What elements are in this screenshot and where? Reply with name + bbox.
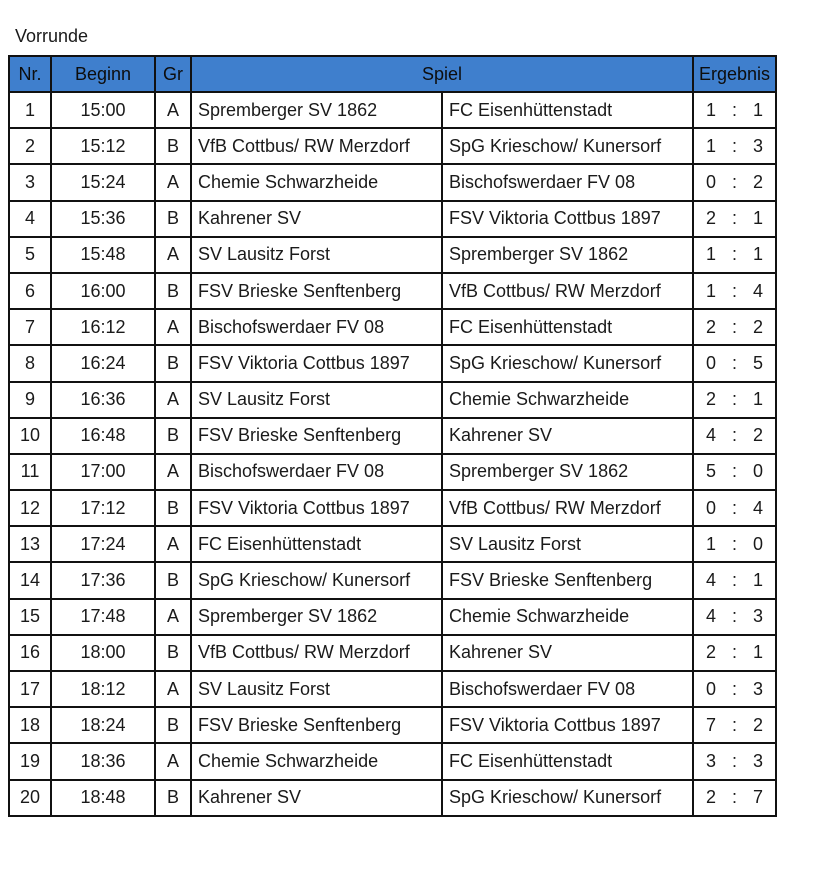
match-result — [693, 454, 776, 490]
score-separator: : — [731, 316, 737, 337]
score-separator: : — [731, 171, 737, 192]
home-goals: 1 — [706, 135, 717, 156]
away-goals: 3 — [752, 135, 763, 156]
match-time: 16:12 — [51, 309, 155, 345]
away-goals: 4 — [752, 280, 763, 301]
match-number: 3 — [9, 164, 51, 200]
table-header-row — [9, 56, 776, 92]
match-time: 18:00 — [51, 635, 155, 671]
match-number: 5 — [9, 237, 51, 273]
match-group: A — [155, 382, 191, 418]
match-number: 11 — [9, 454, 51, 490]
match-result — [693, 273, 776, 309]
home-goals: 4 — [706, 425, 717, 446]
table-row — [9, 635, 776, 671]
home-team: SV Lausitz Forst — [191, 671, 442, 707]
match-time: 15:48 — [51, 237, 155, 273]
table-row — [9, 237, 776, 273]
score-separator: : — [731, 425, 737, 446]
away-goals: 2 — [752, 171, 763, 192]
away-goals: 1 — [752, 244, 763, 265]
match-number: 15 — [9, 599, 51, 635]
home-goals: 2 — [706, 787, 717, 808]
home-goals: 0 — [706, 497, 717, 518]
match-group: B — [155, 635, 191, 671]
home-team: Bischofswerdaer FV 08 — [191, 454, 442, 490]
home-goals: 2 — [706, 316, 717, 337]
score-separator: : — [731, 280, 737, 301]
match-time: 16:36 — [51, 382, 155, 418]
away-goals: 3 — [752, 678, 763, 699]
match-result — [693, 345, 776, 381]
match-time: 17:00 — [51, 454, 155, 490]
away-goals: 3 — [752, 606, 763, 627]
match-time: 16:00 — [51, 273, 155, 309]
match-number: 17 — [9, 671, 51, 707]
match-result — [693, 201, 776, 237]
match-group: A — [155, 599, 191, 635]
away-goals: 0 — [752, 533, 763, 554]
column-header-begin: Beginn — [51, 56, 155, 92]
home-team: Kahrener SV — [191, 780, 442, 816]
match-result — [693, 707, 776, 743]
table-row — [9, 490, 776, 526]
score-separator: : — [731, 678, 737, 699]
match-number: 10 — [9, 418, 51, 454]
match-number: 6 — [9, 273, 51, 309]
match-group: A — [155, 743, 191, 779]
home-team: VfB Cottbus/ RW Merzdorf — [191, 635, 442, 671]
score-separator: : — [731, 497, 737, 518]
match-result — [693, 237, 776, 273]
home-goals: 1 — [706, 280, 717, 301]
away-team: Bischofswerdaer FV 08 — [442, 164, 693, 200]
away-team: SpG Krieschow/ Kunersorf — [442, 128, 693, 164]
match-number: 18 — [9, 707, 51, 743]
match-result — [693, 562, 776, 598]
match-result — [693, 635, 776, 671]
away-goals: 1 — [752, 570, 763, 591]
score-separator: : — [731, 533, 737, 554]
home-goals: 1 — [706, 533, 717, 554]
away-team: Kahrener SV — [442, 418, 693, 454]
away-team: FC Eisenhüttenstadt — [442, 92, 693, 128]
home-goals: 4 — [706, 606, 717, 627]
table-row — [9, 382, 776, 418]
home-goals: 1 — [706, 244, 717, 265]
match-number: 13 — [9, 526, 51, 562]
match-result — [693, 490, 776, 526]
match-result — [693, 128, 776, 164]
home-team: Kahrener SV — [191, 201, 442, 237]
table-row — [9, 128, 776, 164]
home-goals: 2 — [706, 208, 717, 229]
home-team: FSV Brieske Senftenberg — [191, 418, 442, 454]
table-row — [9, 707, 776, 743]
table-row — [9, 743, 776, 779]
match-time: 17:48 — [51, 599, 155, 635]
match-result — [693, 743, 776, 779]
match-time: 15:00 — [51, 92, 155, 128]
home-team: Spremberger SV 1862 — [191, 92, 442, 128]
match-number: 14 — [9, 562, 51, 598]
match-time: 18:24 — [51, 707, 155, 743]
match-number: 1 — [9, 92, 51, 128]
away-goals: 4 — [752, 497, 763, 518]
match-result — [693, 671, 776, 707]
home-goals: 3 — [706, 750, 717, 771]
match-group: A — [155, 164, 191, 200]
match-number: 12 — [9, 490, 51, 526]
match-result — [693, 780, 776, 816]
home-team: FSV Viktoria Cottbus 1897 — [191, 490, 442, 526]
home-goals: 2 — [706, 389, 717, 410]
away-goals: 2 — [752, 425, 763, 446]
score-separator: : — [731, 461, 737, 482]
table-row — [9, 273, 776, 309]
home-team: Chemie Schwarzheide — [191, 743, 442, 779]
match-time: 16:48 — [51, 418, 155, 454]
table-row — [9, 454, 776, 490]
away-team: VfB Cottbus/ RW Merzdorf — [442, 490, 693, 526]
table-row — [9, 671, 776, 707]
away-team: SpG Krieschow/ Kunersorf — [442, 345, 693, 381]
away-goals: 3 — [752, 750, 763, 771]
table-row — [9, 562, 776, 598]
match-group: A — [155, 237, 191, 273]
match-time: 18:36 — [51, 743, 155, 779]
home-team: SV Lausitz Forst — [191, 237, 442, 273]
section-title: Vorrunde — [15, 26, 89, 46]
table-row — [9, 599, 776, 635]
away-team: Kahrener SV — [442, 635, 693, 671]
table-row — [9, 201, 776, 237]
score-separator: : — [731, 135, 737, 156]
match-group: A — [155, 526, 191, 562]
match-group: B — [155, 273, 191, 309]
away-team: FSV Brieske Senftenberg — [442, 562, 693, 598]
home-goals: 2 — [706, 642, 717, 663]
match-number: 8 — [9, 345, 51, 381]
match-result — [693, 526, 776, 562]
match-group: A — [155, 671, 191, 707]
table-row — [9, 780, 776, 816]
score-separator: : — [731, 750, 737, 771]
away-team: Bischofswerdaer FV 08 — [442, 671, 693, 707]
match-number: 20 — [9, 780, 51, 816]
home-goals: 7 — [706, 714, 717, 735]
away-team: Chemie Schwarzheide — [442, 382, 693, 418]
home-team: FSV Brieske Senftenberg — [191, 707, 442, 743]
away-goals: 1 — [752, 208, 763, 229]
match-result — [693, 599, 776, 635]
table-row — [9, 309, 776, 345]
home-team: FSV Brieske Senftenberg — [191, 273, 442, 309]
match-time: 17:12 — [51, 490, 155, 526]
match-number: 4 — [9, 201, 51, 237]
away-goals: 0 — [752, 461, 763, 482]
match-group: B — [155, 562, 191, 598]
away-team: Spremberger SV 1862 — [442, 454, 693, 490]
table-row — [9, 164, 776, 200]
home-team: SV Lausitz Forst — [191, 382, 442, 418]
match-group: B — [155, 780, 191, 816]
away-goals: 7 — [752, 787, 763, 808]
home-goals: 5 — [706, 461, 717, 482]
column-header-result: Ergebnis — [693, 56, 776, 92]
away-team: Chemie Schwarzheide — [442, 599, 693, 635]
score-separator: : — [731, 244, 737, 265]
away-team: FC Eisenhüttenstadt — [442, 309, 693, 345]
match-time: 15:12 — [51, 128, 155, 164]
match-time: 15:36 — [51, 201, 155, 237]
match-time: 15:24 — [51, 164, 155, 200]
match-result — [693, 418, 776, 454]
match-schedule-table — [8, 55, 777, 817]
home-team: VfB Cottbus/ RW Merzdorf — [191, 128, 442, 164]
away-goals: 2 — [752, 316, 763, 337]
score-separator: : — [731, 208, 737, 229]
score-separator: : — [731, 99, 737, 120]
column-header-group: Gr — [155, 56, 191, 92]
away-goals: 1 — [752, 642, 763, 663]
away-team: FSV Viktoria Cottbus 1897 — [442, 201, 693, 237]
match-time: 17:36 — [51, 562, 155, 598]
match-number: 16 — [9, 635, 51, 671]
home-goals: 4 — [706, 570, 717, 591]
column-header-nr: Nr. — [9, 56, 51, 92]
table-body — [9, 92, 776, 816]
match-result — [693, 164, 776, 200]
match-group: A — [155, 92, 191, 128]
home-goals: 0 — [706, 171, 717, 192]
match-group: B — [155, 201, 191, 237]
away-team: Spremberger SV 1862 — [442, 237, 693, 273]
match-number: 9 — [9, 382, 51, 418]
away-goals: 1 — [752, 99, 763, 120]
match-group: A — [155, 454, 191, 490]
match-time: 18:12 — [51, 671, 155, 707]
match-time: 16:24 — [51, 345, 155, 381]
home-goals: 1 — [706, 99, 717, 120]
score-separator: : — [731, 714, 737, 735]
match-group: A — [155, 309, 191, 345]
match-number: 19 — [9, 743, 51, 779]
home-team: FSV Viktoria Cottbus 1897 — [191, 345, 442, 381]
away-team: SpG Krieschow/ Kunersorf — [442, 780, 693, 816]
score-separator: : — [731, 389, 737, 410]
match-group: B — [155, 128, 191, 164]
match-number: 7 — [9, 309, 51, 345]
home-team: Spremberger SV 1862 — [191, 599, 442, 635]
away-team: SV Lausitz Forst — [442, 526, 693, 562]
table-row — [9, 345, 776, 381]
away-team: FC Eisenhüttenstadt — [442, 743, 693, 779]
match-time: 17:24 — [51, 526, 155, 562]
match-result — [693, 382, 776, 418]
away-goals: 5 — [752, 352, 763, 373]
score-separator: : — [731, 570, 737, 591]
table-row — [9, 526, 776, 562]
score-separator: : — [731, 606, 737, 627]
match-time: 18:48 — [51, 780, 155, 816]
table-row — [9, 418, 776, 454]
column-header-match: Spiel — [191, 56, 693, 92]
away-team: VfB Cottbus/ RW Merzdorf — [442, 273, 693, 309]
match-group: B — [155, 490, 191, 526]
match-group: B — [155, 707, 191, 743]
table-row — [9, 92, 776, 128]
match-group: B — [155, 345, 191, 381]
away-goals: 1 — [752, 389, 763, 410]
home-team: Bischofswerdaer FV 08 — [191, 309, 442, 345]
match-result — [693, 309, 776, 345]
score-separator: : — [731, 642, 737, 663]
away-team: FSV Viktoria Cottbus 1897 — [442, 707, 693, 743]
match-result — [693, 92, 776, 128]
away-goals: 2 — [752, 714, 763, 735]
home-team: SpG Krieschow/ Kunersorf — [191, 562, 442, 598]
match-number: 2 — [9, 128, 51, 164]
home-team: FC Eisenhüttenstadt — [191, 526, 442, 562]
score-separator: : — [731, 787, 737, 808]
home-goals: 0 — [706, 678, 717, 699]
score-separator: : — [731, 352, 737, 373]
home-team: Chemie Schwarzheide — [191, 164, 442, 200]
home-goals: 0 — [706, 352, 717, 373]
match-group: B — [155, 418, 191, 454]
